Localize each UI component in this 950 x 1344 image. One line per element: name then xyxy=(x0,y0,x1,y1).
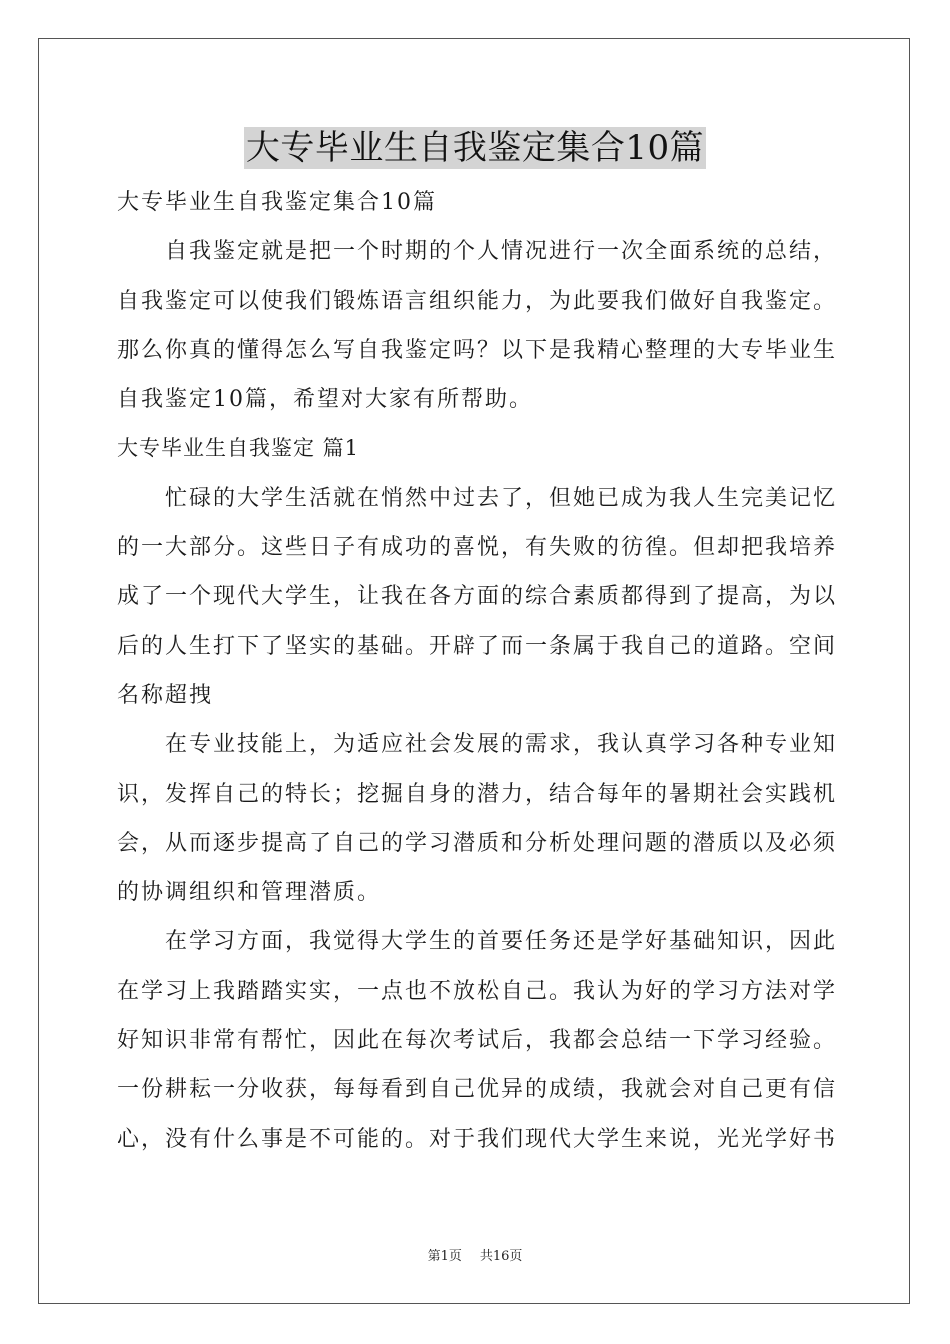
title-container xyxy=(0,127,950,169)
section-paragraph-2: 在专业技能上，为适应社会发展的需求，我认真学习各种专业知识，发挥自己的特长；挖掘自身的潜力，结合每年的暑期社会实践机会，从而逐步提高了自己的学习潜质和分析处理问题的潜质以及必须的协调组织和管理潜质。 xyxy=(117,732,838,906)
section-heading: 大专毕业生自我鉴定 篇1 xyxy=(117,436,360,461)
page-total: 共16页 xyxy=(479,1249,523,1264)
document-title: 大专毕业生自我鉴定集合10篇 xyxy=(245,128,705,168)
document-heading: 大专毕业生自我鉴定集合10篇 xyxy=(117,190,437,215)
intro-paragraph: 自我鉴定就是把一个时期的个人情况进行一次全面系统的总结，自我鉴定可以使我们锻炼语言组织能力，为此要我们做好自我鉴定。那么你真的懂得怎么写自我鉴定吗？以下是我精心整理的大专毕业生自我鉴定10篇，希望对大家有所帮助。 xyxy=(117,239,838,413)
page-number: 第1页 xyxy=(427,1249,462,1264)
section-paragraph-1: 忙碌的大学生活就在悄然中过去了，但她已成为我人生完美记忆的一大部分。这些日子有成功的喜悦，有失败的彷徨。但却把我培养成了一个现代大学生，让我在各方面的综合素质都得到了提高，为以后的人生打下了坚实的基础。开辟了而一条属于我自己的道路。空间名称超拽 xyxy=(117,485,838,708)
section-paragraph-3: 在学习方面，我觉得大学生的首要任务还是学好基础知识，因此在学习上我踏踏实实，一点也不放松自己。我认为好的学习方法对学好知识非常有帮忙，因此在每次考试后，我都会总结一下学习经验。一份耕耘一分收获，每每看到自己优异的成绩，我就会对自己更有信心，没有什么事是不可能的。对于我们现代大学生来说，光光学好书 xyxy=(117,929,838,1152)
document-body xyxy=(117,178,837,1164)
page-footer xyxy=(0,1245,950,1264)
